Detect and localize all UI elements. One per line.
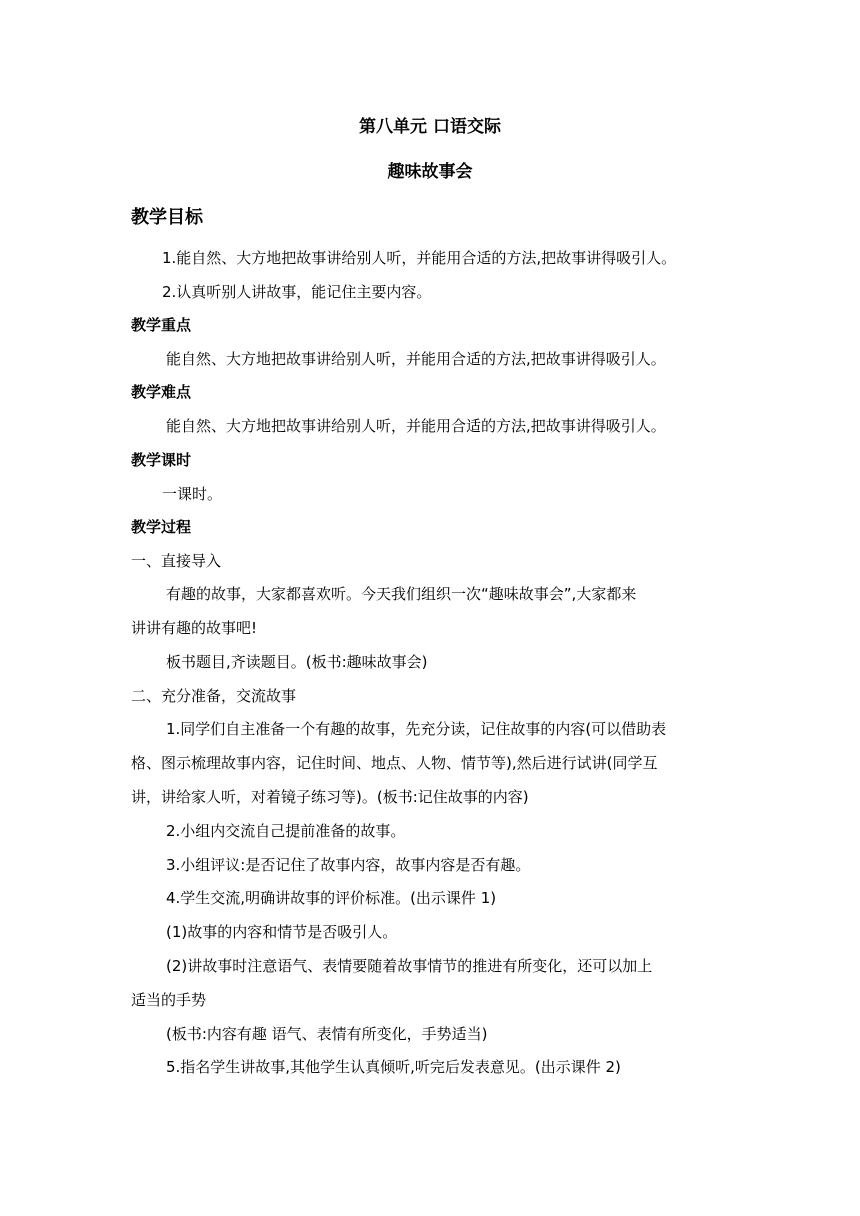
step-3: 3.小组评议:是否记住了故事内容，故事内容是否有趣。 [166,856,531,874]
intro-line-2: 讲讲有趣的故事吧! [131,619,258,637]
criteria-2-line-2: 适当的手势 [131,991,207,1009]
hours-text: 一课时。 [162,485,223,503]
goal-2: 2.认真听别人讲故事，能记住主要内容。 [162,283,432,301]
step-2: 2.小组内交流自己提前准备的故事。 [166,822,406,840]
step-4: 4.学生交流,明确讲故事的评价标准。(出示课件 1) [166,889,497,907]
hours-heading: 教学课时 [131,451,192,469]
criteria-2-line-1: (2)讲故事时注意语气、表情要随着故事情节的推进有所变化，还可以加上 [166,957,653,975]
document-title: 第八单元 口语交际 [359,117,501,137]
goal-1: 1.能自然、大方地把故事讲给别人听，并能用合适的方法,把故事讲得吸引人。 [162,249,677,267]
section-2-title: 二、充分准备，交流故事 [131,687,297,705]
step-1-line-3: 讲，讲给家人听，对着镜子练习等)。(板书:记住故事的内容) [131,788,529,806]
focus-heading: 教学重点 [131,316,192,334]
intro-line-1: 有趣的故事，大家都喜欢听。今天我们组织一次“趣味故事会”,大家都来 [166,585,637,603]
criteria-1: (1)故事的内容和情节是否吸引人。 [166,923,398,941]
step-1-line-2: 格、图示梳理故事内容，记住时间、地点、人物、情节等),然后进行试讲(同学互 [131,754,658,772]
board-2: (板书:内容有趣 语气、表情有所变化，手势适当) [166,1025,488,1043]
document-subtitle: 趣味故事会 [387,162,473,182]
step-1-line-1: 1.同学们自主准备一个有趣的故事，先充分读，记住故事的内容(可以借助表 [166,720,667,738]
step-5: 5.指名学生讲故事,其他学生认真倾听,听完后发表意见。(出示课件 2) [166,1058,621,1076]
difficulty-heading: 教学难点 [131,383,192,401]
intro-board: 板书题目,齐读题目。(板书:趣味故事会) [166,653,428,671]
process-heading: 教学过程 [131,518,192,536]
focus-text: 能自然、大方地把故事讲给别人听，并能用合适的方法,把故事讲得吸引人。 [166,350,666,368]
section-1-title: 一、直接导入 [131,552,222,570]
difficulty-text: 能自然、大方地把故事讲给别人听，并能用合适的方法,把故事讲得吸引人。 [166,417,666,435]
goals-heading: 教学目标 [131,207,203,228]
